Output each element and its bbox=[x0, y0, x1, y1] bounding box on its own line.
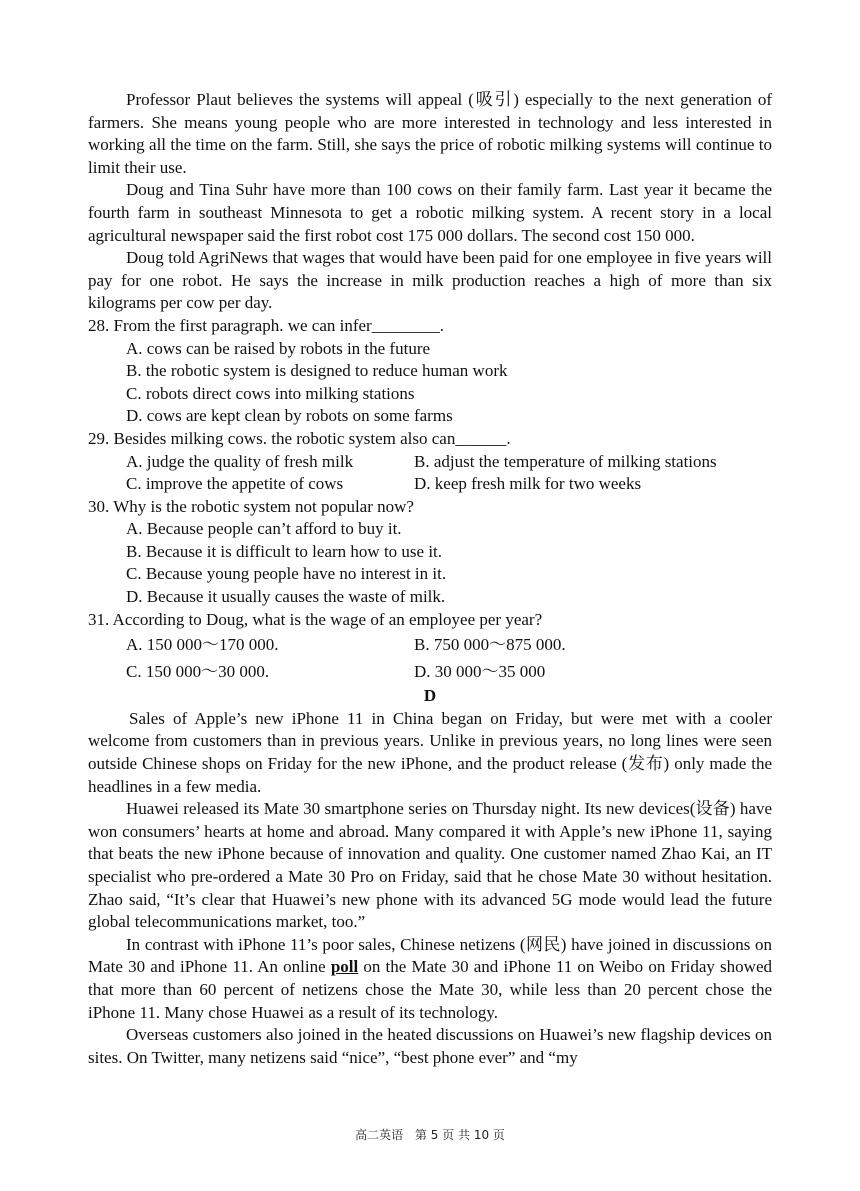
question-31-options-row-1 bbox=[88, 633, 772, 658]
footer-page-info: 第 5 页 共 10 页 bbox=[414, 1128, 505, 1142]
question-29-option-c: C. improve the appetite of cows bbox=[126, 474, 344, 494]
poll-keyword: poll bbox=[330, 957, 359, 977]
question-29-options-row-2 bbox=[88, 473, 772, 496]
question-28-stem: 28. From the first paragraph. we can infer________. bbox=[88, 315, 444, 335]
question-31-option-a: A. 150 000～170 000. bbox=[126, 635, 279, 655]
question-29-stem: 29. Besides milking cows. the robotic system also can______. bbox=[88, 428, 511, 448]
question-28-option-a: A. cows can be raised by robots in the future bbox=[126, 338, 431, 358]
passage-d-paragraph-3-text-after: on the Mate 30 and iPhone 11 on Weibo on Friday showed that more than 60 percent of netizens chose the Mate 30, while less than 20 percent chose the iPhone 11. Many chose Huawei as a result of its technology. bbox=[88, 957, 772, 1022]
question-30-option-d: D. Because it usually causes the waste of milk. bbox=[126, 587, 446, 607]
question-30 bbox=[88, 496, 772, 609]
question-31-options-row-2 bbox=[88, 660, 772, 685]
passage-c-paragraph-2: Doug and Tina Suhr have more than 100 cows on their family farm. Last year it became the fourth farm in southeast Minnesota to get a robotic milking system. A recent story in a local agricultural newspaper said the first robot cost 175 000 dollars. The second cost 150 000. bbox=[88, 180, 772, 245]
question-31 bbox=[88, 609, 772, 685]
question-30-option-c: C. Because young people have no interest in it. bbox=[126, 564, 447, 584]
passage-d-paragraph-3 bbox=[88, 934, 772, 1024]
passage-c-paragraph-3: Doug told AgriNews that wages that would have been paid for one employee in five years will pay for one robot. He says the increase in milk production reaches a high of more than six kilograms per cow per day. bbox=[88, 248, 772, 313]
question-31-option-d: D. 30 000～35 000 bbox=[414, 661, 546, 681]
passage-d-paragraph-1: Sales of Apple’s new iPhone 11 in China began on Friday, but were met with a cooler welcome from customers than in previous years. Unlike in previous years, no long lines were seen outside Chinese shops on Friday for the new iPhone, and the product release (发布) only made the headlines in a few media. bbox=[88, 708, 772, 796]
passage-d-paragraph-4: Overseas customers also joined in the heated discussions on Huawei’s new flagship devices on sites. On Twitter, many netizens said “nice”, “best phone ever” and “my bbox=[88, 1025, 772, 1067]
page-content bbox=[88, 89, 772, 1069]
question-29-option-b: B. adjust the temperature of milking stations bbox=[414, 451, 717, 471]
question-30-option-a: A. Because people can’t afford to buy it. bbox=[126, 519, 402, 539]
question-28-option-c: C. robots direct cows into milking stations bbox=[126, 383, 415, 403]
question-29-options-row-1 bbox=[88, 451, 772, 474]
page-footer bbox=[0, 1124, 860, 1147]
question-30-option-b: B. Because it is difficult to learn how to use it. bbox=[126, 541, 443, 561]
passage-c-paragraph-1: Professor Plaut believes the systems will appeal (吸引) especially to the next generation of farmers. She means young people who are more interested in technology and less interested in working all the time on the farm. Still, she says the price of robotic milking systems will continue to limit their use. bbox=[88, 90, 772, 177]
section-d-heading: D bbox=[423, 686, 437, 706]
passage-d-paragraph-2: Huawei released its Mate 30 smartphone series on Thursday night. Its new devices(设备) have won consumers’ hearts at home and abroad. Many compared it with Apple’s new iPhone 11, saying that beats the new iPhone because of innovation and quality. One customer named Zhao Kai, an IT specialist who pre-ordered a Mate 30 Pro on Friday, said that he chose Mate 30 without hesitation. Zhao said, “It’s clear that Huawei’s new phone with its advanced 5G mode would lead the future global telecommunications market, too.” bbox=[88, 799, 772, 932]
question-31-option-b: B. 750 000～875 000. bbox=[414, 635, 566, 655]
question-31-option-c: C. 150 000～30 000. bbox=[126, 661, 270, 681]
question-29-option-a: A. judge the quality of fresh milk bbox=[126, 451, 354, 471]
question-28-option-d: D. cows are kept clean by robots on some farms bbox=[126, 406, 453, 426]
question-31-stem: 31. According to Doug, what is the wage of an employee per year? bbox=[88, 609, 543, 629]
question-28-option-b: B. the robotic system is designed to reduce human work bbox=[126, 361, 508, 381]
question-29 bbox=[88, 428, 772, 496]
question-29-option-d: D. keep fresh milk for two weeks bbox=[414, 474, 642, 494]
passage-d-paragraph-3-text-before: In contrast with iPhone 11’s poor sales, Chinese netizens (网民) have joined in discussions on Mate 30 and iPhone 11. An online bbox=[88, 934, 772, 977]
question-28 bbox=[88, 315, 772, 428]
question-30-stem: 30. Why is the robotic system not popular now? bbox=[88, 496, 414, 516]
footer-subject: 高二英语 bbox=[355, 1128, 404, 1142]
